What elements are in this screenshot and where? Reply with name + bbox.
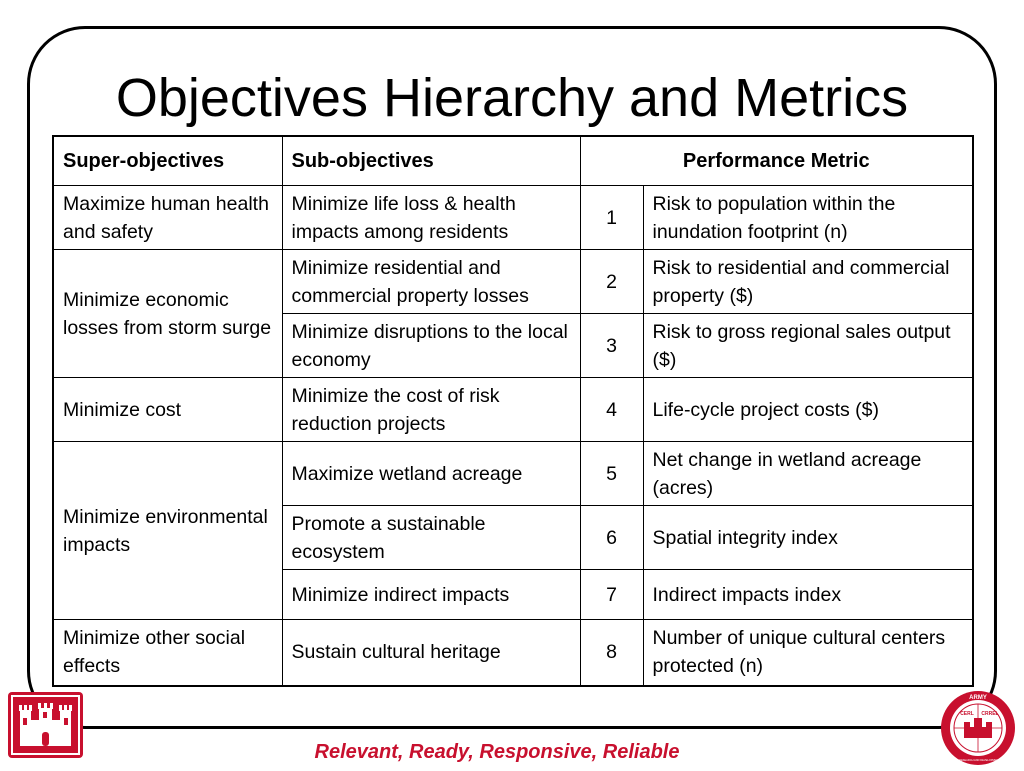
objectives-table [52, 135, 974, 687]
table-row [53, 442, 973, 506]
metric-number-cell: 8 [580, 620, 643, 686]
metric-cell: Indirect impacts index [643, 570, 973, 620]
svg-text:ENGINEER RESEARCH AND DEVELOPM: ENGINEER RESEARCH AND DEVELOPMENT CENTER [944, 759, 1012, 762]
sub-objective-cell: Promote a sustainable ecosystem [282, 506, 580, 570]
metric-number-cell: 1 [580, 186, 643, 250]
metric-number-cell: 2 [580, 250, 643, 314]
table-row [53, 250, 973, 314]
metric-cell: Risk to population within the inundation footprint (n) [643, 186, 973, 250]
super-objective-cell: Minimize environmental impacts [53, 442, 282, 620]
sub-objective-cell: Maximize wetland acreage [282, 442, 580, 506]
sub-objective-cell: Minimize residential and commercial property losses [282, 250, 580, 314]
sub-objective-cell: Sustain cultural heritage [282, 620, 580, 686]
svg-text:CERL: CERL [960, 711, 974, 717]
metric-cell: Risk to residential and commercial property ($) [643, 250, 973, 314]
metric-cell: Risk to gross regional sales output ($) [643, 314, 973, 378]
sub-objective-cell: Minimize life loss & health impacts among residents [282, 186, 580, 250]
page-title: Objectives Hierarchy and Metrics [115, 68, 909, 128]
tagline: Relevant, Ready, Responsive, Reliable [314, 741, 680, 763]
super-objective-cell: Minimize cost [53, 378, 282, 442]
table-row [53, 620, 973, 686]
metric-number-cell: 6 [580, 506, 643, 570]
header-sub-objectives: Sub-objectives [282, 136, 580, 186]
metric-number-cell: 5 [580, 442, 643, 506]
super-objective-cell: Maximize human health and safety [53, 186, 282, 250]
svg-text:ARMY: ARMY [969, 695, 987, 701]
metric-number-cell: 3 [580, 314, 643, 378]
metric-cell: Number of unique cultural centers protected (n) [643, 620, 973, 686]
metric-number-cell: 7 [580, 570, 643, 620]
header-super-objectives: Super-objectives [53, 136, 282, 186]
metric-cell: Spatial integrity index [643, 506, 973, 570]
metric-cell: Life-cycle project costs ($) [643, 378, 973, 442]
header-performance-metric: Performance Metric [580, 136, 973, 186]
svg-text:CRREL: CRREL [981, 711, 999, 717]
super-objective-cell: Minimize other social effects [53, 620, 282, 686]
metric-number-cell: 4 [580, 378, 643, 442]
sub-objective-cell: Minimize indirect impacts [282, 570, 580, 620]
table-row [53, 378, 973, 442]
super-objective-cell: Minimize economic losses from storm surge [53, 250, 282, 378]
metric-cell: Net change in wetland acreage (acres) [643, 442, 973, 506]
sub-objective-cell: Minimize the cost of risk reduction projects [282, 378, 580, 442]
erdc-seal-icon [940, 690, 1016, 766]
table-header-row [53, 136, 973, 186]
sub-objective-cell: Minimize disruptions to the local economy [282, 314, 580, 378]
table-row [53, 186, 973, 250]
